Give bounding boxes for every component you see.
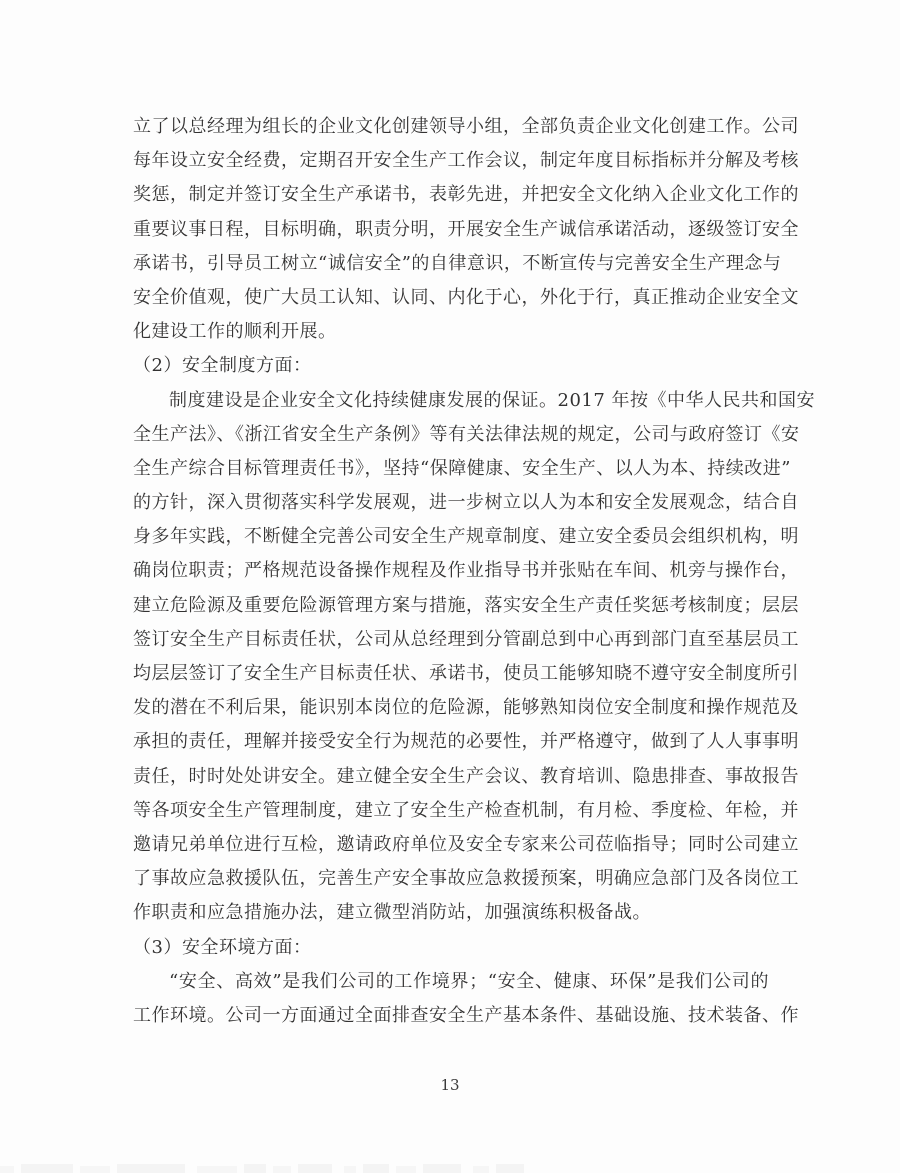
text-line: 的方针，深入贯彻落实科学发展观，进一步树立以人为本和安全发展观念，结合自 [133, 492, 799, 514]
text-line: 等各项安全生产管理制度，建立了安全生产检查机制，有月检、季度检、年检，并 [133, 799, 799, 821]
text-line: 身多年实践，不断健全完善公司安全生产规章制度、建立安全委员会组织机构，明 [133, 526, 799, 548]
text-line: 全生产法》、《浙江省安全生产条例》等有关法律法规的规定，公司与政府签订《安 [133, 423, 800, 445]
text-line: 责任，时时处处讲安全。建立健全安全生产会议、教育培训、隐患排查、事故报告 [133, 765, 799, 787]
paragraph-end-line: 作职责和应急措施办法，建立微型消防站，加强演练积极备战。 [133, 902, 651, 924]
text-line: 发的潜在不利后果，能识别本岗位的危险源，能够熟知岗位安全制度和操作规范及 [133, 697, 799, 719]
paragraph-end-line: 化建设工作的顺利开展。 [133, 321, 337, 343]
text-line: 每年设立安全经费，定期召开安全生产工作会议，制定年度目标指标并分解及考核 [133, 150, 799, 172]
page-number: 13 [440, 1076, 460, 1094]
text-line: 承担的责任，理解并接受安全行为规范的必要性，并严格遵守，做到了人人事事明 [133, 731, 799, 753]
text-line: 安全价值观，使广大员工认知、认同、内化于心，外化于行，真正推动企业安全文 [133, 286, 799, 308]
text-line: 签订安全生产目标责任状，公司从总经理到分管副总到中心再到部门直至基层员工 [133, 628, 799, 650]
text-line: 承诺书，引导员工树立“诚信安全”的自律意识，不断宣传与完善安全生产理念与 [133, 252, 782, 274]
text-line: 了事故应急救援队伍，完善生产安全事故应急救援预案，明确应急部门及各岗位工 [133, 868, 799, 890]
text-line: 奖惩，制定并签订安全生产承诺书，表彰先进，并把安全文化纳入企业文化工作的 [133, 184, 799, 206]
text-line: 确岗位职责；严格规范设备操作规程及作业指导书并张贴在车间、机旁与操作台， [133, 560, 799, 582]
text-line: 立了以总经理为组长的企业文化创建领导小组，全部负责企业文化创建工作。公司 [133, 116, 799, 137]
section-heading-3: （3）安全环境方面： [133, 936, 312, 958]
paragraph-first-line: “安全、高效”是我们公司的工作境界；“安全、健康、环保”是我们公司的 [169, 970, 769, 992]
body-text-block [133, 110, 816, 1033]
text-line: 均层层签订了安全生产目标责任状、承诺书，使员工能够知晓不遵守安全制度所引 [133, 663, 799, 684]
scan-artifact-strip [0, 1154, 900, 1165]
section-heading-2: （2）安全制度方面： [133, 355, 312, 377]
text-line: 邀请兄弟单位进行互检，邀请政府单位及安全专家来公司莅临指导；同时公司建立 [133, 833, 799, 855]
text-line: 工作环境。公司一方面通过全面排查安全生产基本条件、基础设施、技术装备、作 [133, 1004, 799, 1026]
paragraph-first-line: 制度建设是企业安全文化持续健康发展的保证。2017 年按《中华人民共和国安 [169, 389, 816, 411]
text-line: 重要议事日程，目标明确，职责分明，开展安全生产诚信承诺活动，逐级签订安全 [133, 218, 799, 240]
text-line: 建立危险源及重要危险源管理方案与措施，落实安全生产责任奖惩考核制度；层层 [133, 594, 799, 616]
text-line: 全生产综合目标管理责任书》，坚持“保障健康、安全生产、以人为本、持续改进” [133, 457, 791, 479]
